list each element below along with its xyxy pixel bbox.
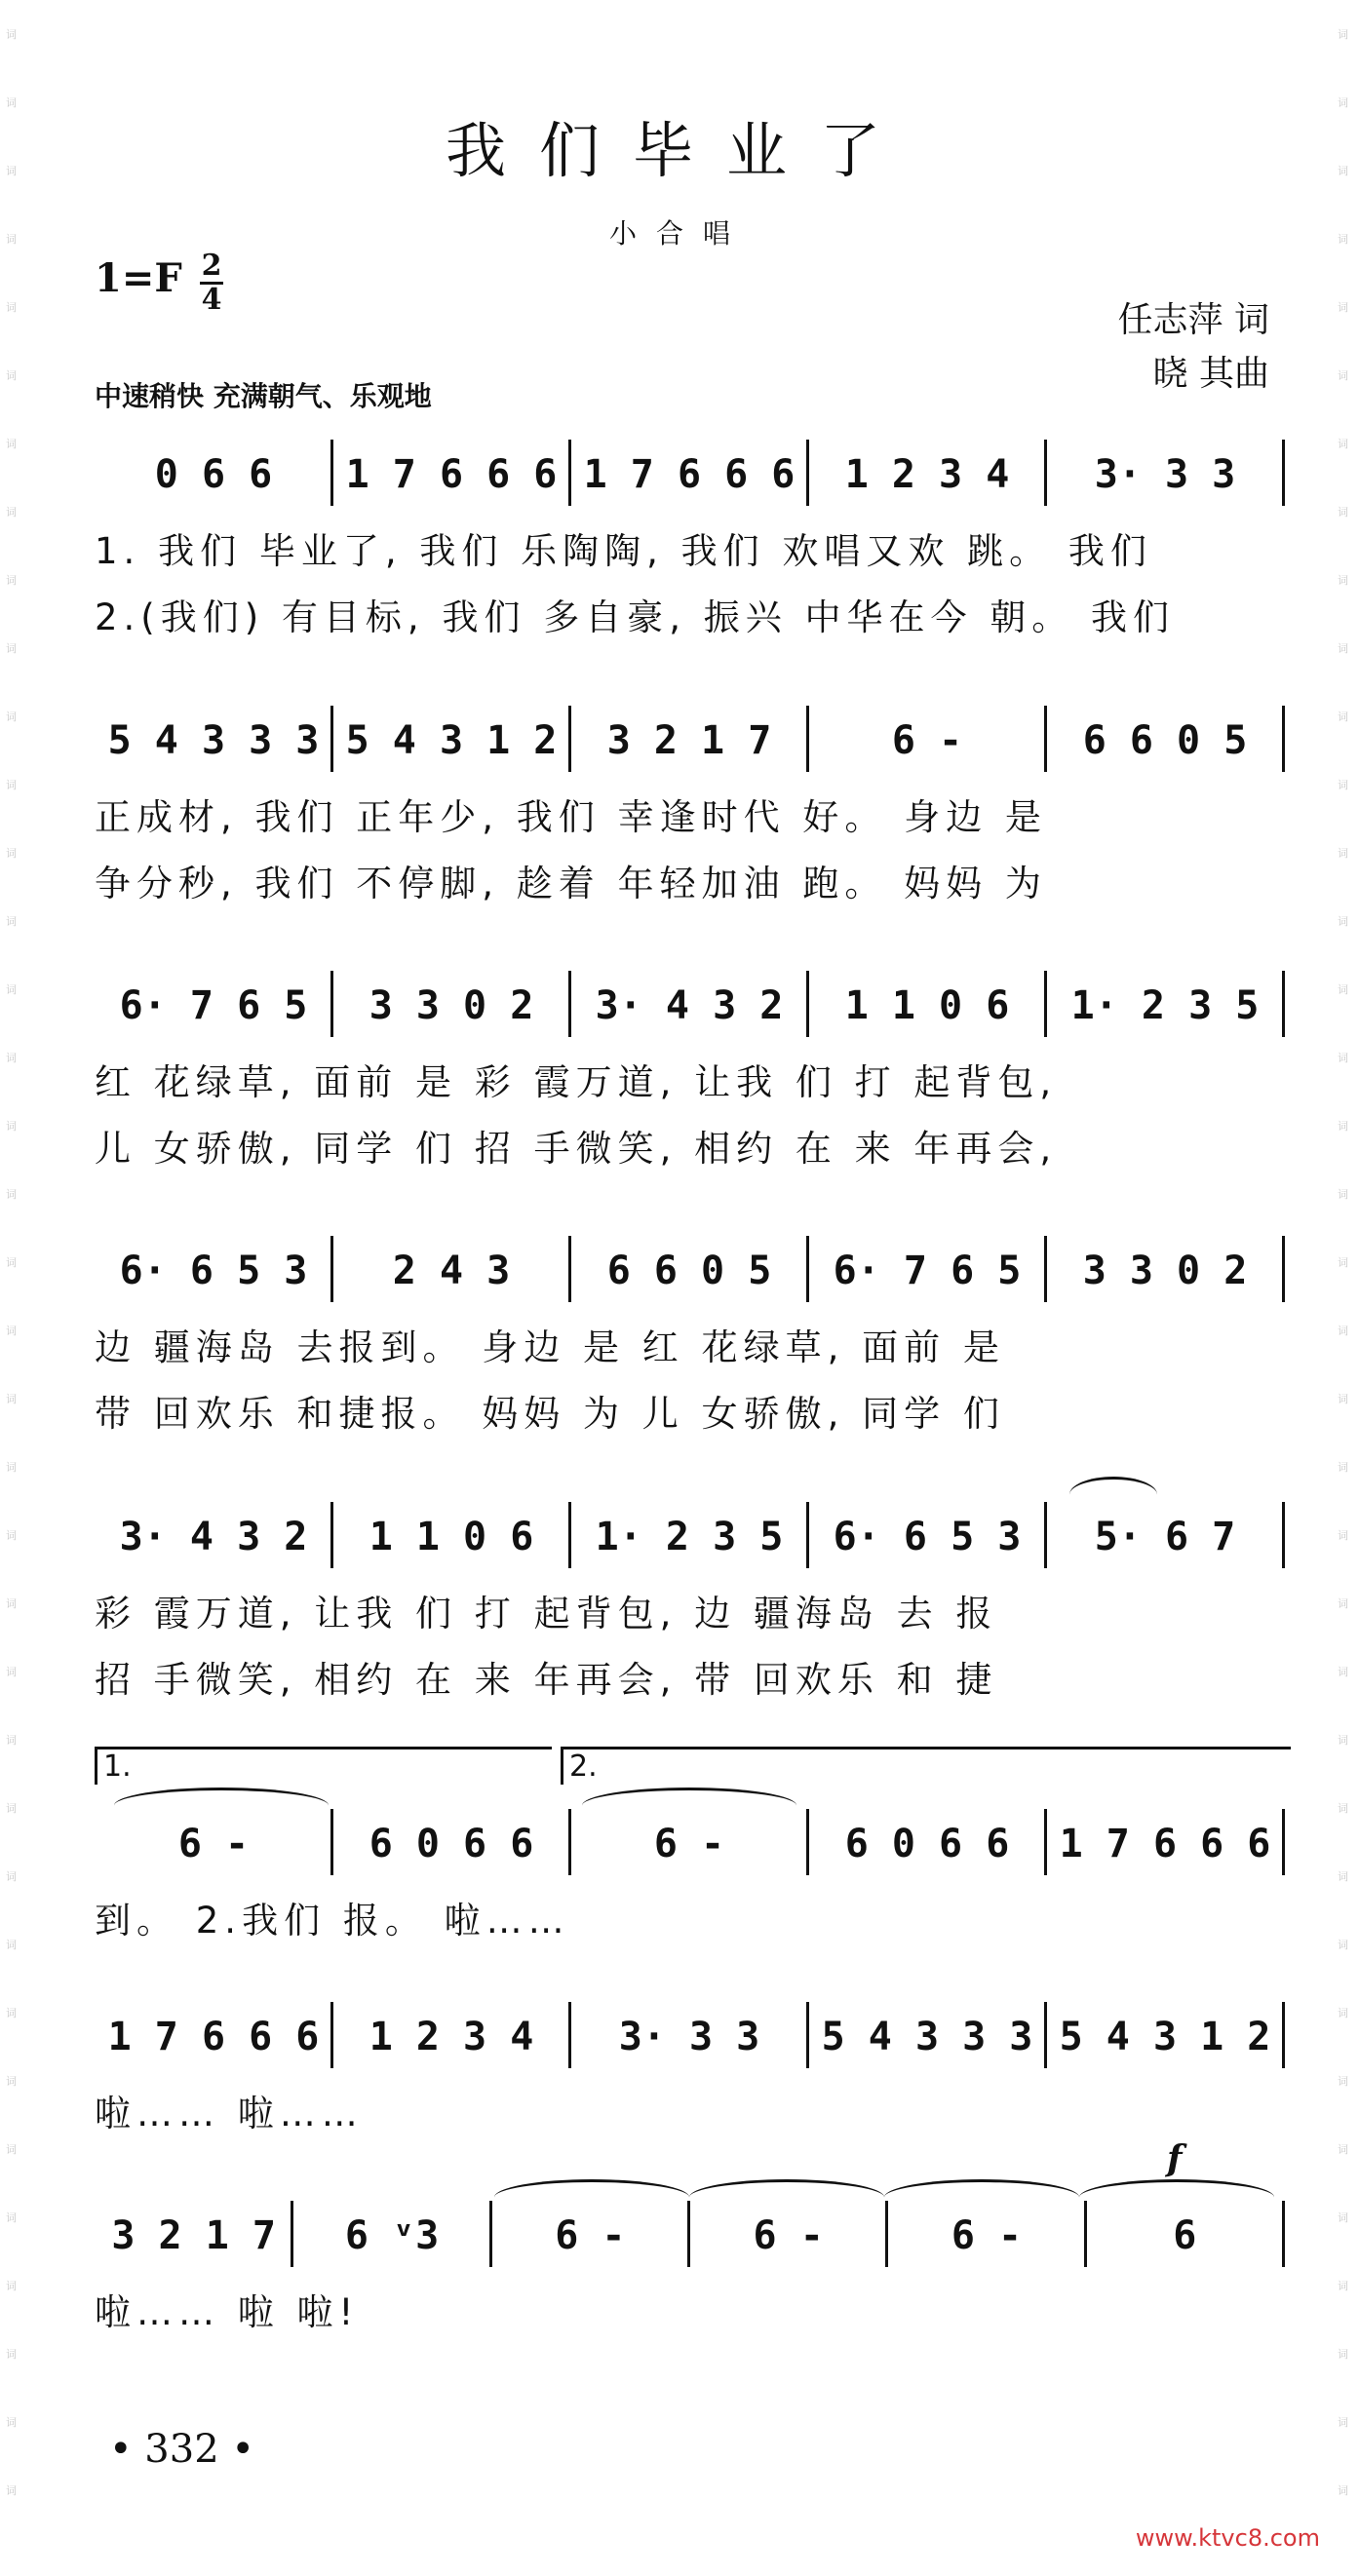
notes-row (95, 1240, 1284, 1302)
side-watermark-glyph: 词 (1338, 1120, 1348, 1133)
measure: 6 6 0 5 (1082, 718, 1248, 763)
barline (1044, 440, 1047, 506)
side-watermark-glyph: 词 (6, 2007, 17, 2019)
barline (806, 706, 809, 772)
side-watermark-glyph: 词 (6, 1188, 17, 1201)
measure: 6 0 6 6 (844, 1822, 1010, 1866)
side-watermark-glyph: 词 (1338, 1052, 1348, 1064)
measure: 6 - (555, 2213, 626, 2258)
volta-second-ending: 2. (561, 1747, 1291, 1785)
measure: 6 6 0 5 (606, 1249, 772, 1293)
measure: 2 4 3 (392, 1249, 511, 1293)
side-watermark-glyph: 词 (1338, 2143, 1348, 2156)
lyric-line-1: 红 花绿草, 面前 是 彩 霞万道, 让我 们 打 起背包, (95, 1061, 1058, 1103)
tie-arc (582, 1788, 796, 1824)
side-watermark-glyph: 词 (1338, 1461, 1348, 1474)
side-watermark-glyph: 词 (6, 506, 17, 519)
barline (330, 1502, 333, 1568)
time-signature (200, 251, 223, 315)
barline (806, 1236, 809, 1302)
measure: 6 0 6 6 (369, 1822, 534, 1866)
barline (568, 971, 571, 1037)
barline (330, 1809, 333, 1875)
side-watermark-glyph: 词 (6, 1052, 17, 1064)
measure: 6 - (653, 1822, 725, 1866)
measure: 5· 6 7 (1094, 1515, 1236, 1559)
side-watermark-glyph: 词 (1338, 1256, 1348, 1269)
measure: 3· 3 3 (1094, 452, 1236, 497)
measure: 6 (1173, 2213, 1197, 2258)
right-watermark-strip (1332, 0, 1359, 2576)
tie-arc (114, 1788, 329, 1824)
lyric-line-2: 争分秒, 我们 不停脚, 趁着 年轻加油 跑。 妈妈 为 (95, 863, 1047, 904)
side-watermark-glyph: 词 (1338, 1529, 1348, 1542)
barline (1282, 1809, 1285, 1875)
side-watermark-glyph: 词 (1338, 96, 1348, 109)
side-watermark-glyph: 词 (6, 1256, 17, 1269)
barline (1282, 971, 1285, 1037)
barline (330, 971, 333, 1037)
barline (806, 2002, 809, 2068)
side-watermark-glyph: 词 (1338, 28, 1348, 41)
lyric-line-1: 啦…… 啦 啦! (95, 2291, 360, 2333)
measure: 5 4 3 1 2 (1059, 2015, 1271, 2059)
side-watermark-glyph: 词 (6, 2416, 17, 2429)
barline (1282, 1236, 1285, 1302)
side-watermark-glyph: 词 (6, 369, 17, 382)
side-watermark-glyph: 词 (1338, 1870, 1348, 1883)
lyric-line-1: 正成材, 我们 正年少, 我们 幸逢时代 好。 身边 是 (95, 796, 1047, 838)
side-watermark-glyph: 词 (1338, 915, 1348, 928)
lyric-line-2: 带 回欢乐 和捷报。 妈妈 为 儿 女骄傲, 同学 们 (95, 1393, 1005, 1435)
measure: 1· 2 3 5 (1070, 983, 1260, 1028)
notes-row (95, 1506, 1284, 1568)
lyric-line-1: 到。 2.我们 报。 啦…… (95, 1900, 570, 1942)
barline (806, 971, 809, 1037)
barline (1282, 706, 1285, 772)
side-watermark-glyph: 词 (1338, 2280, 1348, 2292)
barline (568, 1502, 571, 1568)
measure: 0 6 6 (154, 452, 273, 497)
side-watermark-glyph: 词 (6, 1597, 17, 1610)
side-watermark-glyph: 词 (6, 915, 17, 928)
measure: 3· 4 3 2 (119, 1515, 308, 1559)
side-watermark-glyph: 词 (6, 2211, 17, 2224)
side-watermark-glyph: 词 (6, 438, 17, 450)
lyric-line-2: 招 手微笑, 相约 在 来 年再会, 带 回欢乐 和 捷 (95, 1659, 998, 1701)
measure: 1 2 3 4 (844, 452, 1010, 497)
side-watermark-glyph: 词 (1338, 438, 1348, 450)
side-watermark-glyph: 词 (6, 1393, 17, 1405)
side-watermark-glyph: 词 (1338, 1325, 1348, 1337)
tie-arc (494, 2179, 689, 2215)
barline (489, 2201, 492, 2267)
barline (568, 2002, 571, 2068)
side-watermark-glyph: 词 (1338, 506, 1348, 519)
side-watermark-glyph: 词 (6, 574, 17, 587)
side-watermark-glyph: 词 (6, 1802, 17, 1815)
fermata-arc (1069, 1477, 1157, 1513)
side-watermark-glyph: 词 (6, 96, 17, 109)
side-watermark-glyph: 词 (6, 1461, 17, 1474)
side-watermark-glyph: 词 (1338, 983, 1348, 996)
side-watermark-glyph: 词 (1338, 642, 1348, 655)
side-watermark-glyph: 词 (1338, 1734, 1348, 1747)
measure: 1 7 6 6 6 (583, 452, 796, 497)
song-subtitle: 小合唱 (608, 217, 750, 250)
measure: 6 ᵛ3 (344, 2213, 440, 2258)
side-watermark-glyph: 词 (1338, 2007, 1348, 2019)
time-signature-top: 2 (201, 249, 222, 283)
barline (1044, 2002, 1047, 2068)
barline (330, 440, 333, 506)
tie-arc (884, 2179, 1079, 2215)
measure: 6 - (951, 2213, 1023, 2258)
side-watermark-glyph: 词 (6, 233, 17, 246)
site-watermark: www.ktvc8.com (1135, 2524, 1320, 2552)
side-watermark-glyph: 词 (6, 1529, 17, 1542)
barline (330, 2002, 333, 2068)
side-watermark-glyph: 词 (1338, 1188, 1348, 1201)
barline (568, 1236, 571, 1302)
time-signature-bottom: 4 (201, 283, 222, 317)
side-watermark-glyph: 词 (6, 2075, 17, 2088)
side-watermark-glyph: 词 (1338, 711, 1348, 723)
lyricist-credit: 任志萍 词 (1117, 300, 1269, 340)
side-watermark-glyph: 词 (1338, 1393, 1348, 1405)
barline (806, 1502, 809, 1568)
side-watermark-glyph: 词 (6, 779, 17, 791)
side-watermark-glyph: 词 (1338, 2484, 1348, 2497)
measure: 5 4 3 3 3 (107, 718, 320, 763)
side-watermark-glyph: 词 (1338, 1802, 1348, 1815)
notes-row (95, 975, 1284, 1037)
measure: 3 3 0 2 (1082, 1249, 1248, 1293)
side-watermark-glyph: 词 (1338, 2416, 1348, 2429)
measure: 6· 7 6 5 (119, 983, 308, 1028)
side-watermark-glyph: 词 (6, 2348, 17, 2361)
lyric-line-2: 儿 女骄傲, 同学 们 招 手微笑, 相约 在 来 年再会, (95, 1128, 1058, 1170)
barline (568, 440, 571, 506)
side-watermark-glyph: 词 (1338, 2348, 1348, 2361)
song-title: 我们毕业了 (445, 115, 913, 186)
notes-row (95, 710, 1284, 772)
side-watermark-glyph: 词 (6, 642, 17, 655)
measure: 1 7 6 6 6 (1059, 1822, 1271, 1866)
side-watermark-glyph: 词 (1338, 1597, 1348, 1610)
barline (1282, 1502, 1285, 1568)
barline (1044, 971, 1047, 1037)
side-watermark-glyph: 词 (6, 2484, 17, 2497)
barline (568, 706, 571, 772)
side-watermark-glyph: 词 (6, 711, 17, 723)
side-watermark-glyph: 词 (6, 301, 17, 314)
measure: 3· 3 3 (618, 2015, 760, 2059)
measure: 3 2 1 7 (606, 718, 772, 763)
side-watermark-glyph: 词 (6, 983, 17, 996)
measure: 6· 7 6 5 (833, 1249, 1022, 1293)
lyric-line-1: 边 疆海岛 去报到。 身边 是 红 花绿草, 面前 是 (95, 1326, 1005, 1368)
side-watermark-glyph: 词 (6, 165, 17, 177)
barline (806, 1809, 809, 1875)
measure: 6 - (891, 718, 963, 763)
dynamic-marking: f (1167, 2138, 1183, 2179)
barline (1044, 1809, 1047, 1875)
side-watermark-glyph: 词 (1338, 574, 1348, 587)
barline (806, 440, 809, 506)
tempo-marking: 中速稍快 充满朝气、乐观地 (95, 380, 432, 412)
barline (291, 2201, 293, 2267)
barline (1044, 706, 1047, 772)
barline (568, 1809, 571, 1875)
tie-arc (689, 2179, 884, 2215)
side-watermark-glyph: 词 (6, 28, 17, 41)
side-watermark-glyph: 词 (6, 1734, 17, 1747)
page-number: • 332 • (109, 2427, 254, 2472)
side-watermark-glyph: 词 (6, 847, 17, 860)
side-watermark-glyph: 词 (6, 1870, 17, 1883)
tie-arc (1079, 2179, 1274, 2215)
barline (330, 706, 333, 772)
measure: 1 7 6 6 6 (107, 2015, 320, 2059)
side-watermark-glyph: 词 (6, 2143, 17, 2156)
volta-first-ending: 1. (95, 1747, 552, 1785)
side-watermark-glyph: 词 (1338, 779, 1348, 791)
measure: 1· 2 3 5 (595, 1515, 784, 1559)
measure: 6 - (753, 2213, 824, 2258)
barline (1044, 1236, 1047, 1302)
composer-credit: 晓 其曲 (1152, 354, 1269, 394)
side-watermark-glyph: 词 (1338, 1939, 1348, 1951)
lyric-line-1: 啦…… 啦…… (95, 2093, 364, 2134)
measure: 5 4 3 1 2 (345, 718, 558, 763)
measure: 3 3 0 2 (369, 983, 534, 1028)
side-watermark-glyph: 词 (1338, 165, 1348, 177)
measure: 1 1 0 6 (369, 1515, 534, 1559)
barline (1044, 1502, 1047, 1568)
measure: 6 - (177, 1822, 250, 1866)
side-watermark-glyph: 词 (1338, 233, 1348, 246)
key-signature: 1=F (95, 255, 182, 301)
side-watermark-glyph: 词 (1338, 301, 1348, 314)
notes-row (95, 2006, 1284, 2068)
barline (1282, 440, 1285, 506)
barline (1282, 2201, 1285, 2267)
side-watermark-glyph: 词 (1338, 847, 1348, 860)
measure: 1 1 0 6 (844, 983, 1010, 1028)
measure: 5 4 3 3 3 (821, 2015, 1033, 2059)
barline (1282, 2002, 1285, 2068)
side-watermark-glyph: 词 (6, 1120, 17, 1133)
side-watermark-glyph: 词 (6, 1939, 17, 1951)
side-watermark-glyph: 词 (1338, 2075, 1348, 2088)
notes-row (95, 443, 1284, 506)
measure: 1 2 3 4 (369, 2015, 534, 2059)
measure: 6· 6 5 3 (119, 1249, 308, 1293)
lyric-line-1: 彩 霞万道, 让我 们 打 起背包, 边 疆海岛 去 报 (95, 1593, 998, 1634)
left-watermark-strip (0, 0, 27, 2576)
side-watermark-glyph: 词 (6, 2280, 17, 2292)
lyric-line-2: 2.(我们) 有目标, 我们 多自豪, 振兴 中华在今 朝。 我们 (95, 596, 1176, 638)
measure: 3 2 1 7 (111, 2213, 276, 2258)
side-watermark-glyph: 词 (6, 1325, 17, 1337)
side-watermark-glyph: 词 (1338, 2211, 1348, 2224)
barline (330, 1236, 333, 1302)
measure: 6· 6 5 3 (833, 1515, 1022, 1559)
side-watermark-glyph: 词 (1338, 369, 1348, 382)
lyric-line-1: 1. 我们 毕业了, 我们 乐陶陶, 我们 欢唱又欢 跳。 我们 (95, 530, 1152, 572)
side-watermark-glyph: 词 (6, 1666, 17, 1678)
measure: 1 7 6 6 6 (345, 452, 558, 497)
side-watermark-glyph: 词 (1338, 1666, 1348, 1678)
measure: 3· 4 3 2 (595, 983, 784, 1028)
